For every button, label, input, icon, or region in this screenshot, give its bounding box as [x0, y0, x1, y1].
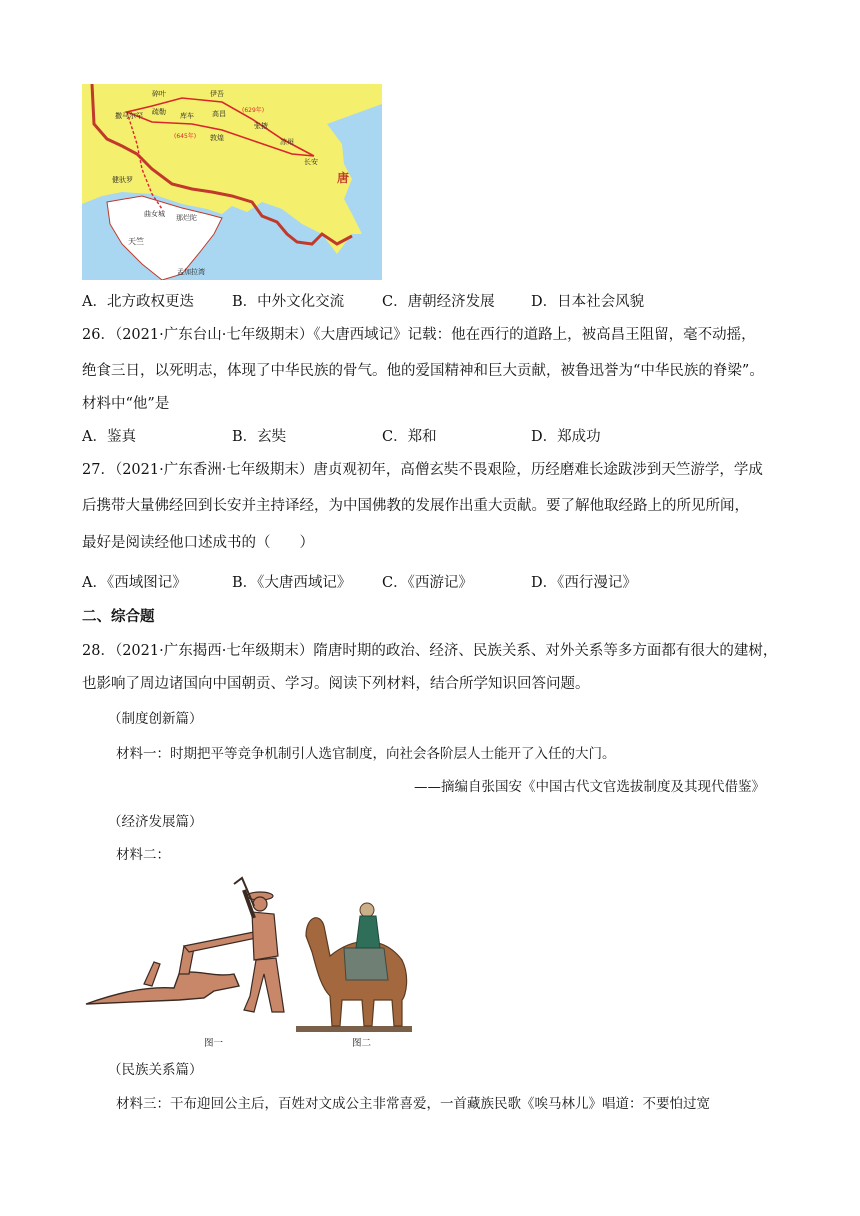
- map-label: 那烂陀: [176, 214, 197, 222]
- material-two-figures: [84, 876, 414, 1048]
- q26-option-d: D．郑成功: [531, 429, 601, 445]
- q25-option-b: B．中外文化交流: [232, 294, 345, 310]
- map-label: 长安: [304, 158, 318, 166]
- camel-figure: [296, 903, 412, 1032]
- map-label: (629年): [242, 107, 265, 114]
- q25-option-d: D．日本社会风貌: [531, 294, 645, 310]
- q28-line: 也影响了周边诸国向中国朝贡、学习。阅读下列材料，结合所学知识回答问题。: [82, 676, 590, 692]
- q26-option-a: A．鉴真: [82, 429, 136, 445]
- q27-option-a: A．《西域图记》: [82, 575, 187, 591]
- q27-option-b: B．《大唐西域记》: [232, 575, 352, 591]
- q27-line: 27．（2021·广东香洲·七年级期末）唐贞观初年，高僧玄奘不畏艰险，历经磨难长途跋涉到天竺游学，学成: [82, 462, 763, 478]
- q27-line: 后携带大量佛经回到长安并主持译经，为中国佛教的发展作出重大贡献。要了解他取经路上的所见所闻，: [82, 498, 749, 514]
- q28-part-heading: （制度创新篇）: [108, 711, 203, 727]
- map-label: (645年): [174, 133, 197, 140]
- q27-option-d: D．《西行漫记》: [531, 575, 637, 591]
- q28-material-one: 材料一：时期把平等竞争机制引人选官制度，向社会各阶层人士能开了入任的大门。: [116, 746, 616, 762]
- q26-line: 材料中“他”是: [82, 396, 170, 412]
- figure-caption-one: 图一: [204, 1038, 224, 1048]
- q26-option-c: C．郑和: [382, 429, 437, 445]
- map-label: 敦煌: [210, 134, 224, 142]
- q27-line: 最好是阅读经他口述成书的（ ）: [82, 535, 314, 551]
- q28-line: 28．（2021·广东揭西·七年级期末）隋唐时期的政治、经济、民族关系、对外关系等多方面都有很大的建树，: [82, 643, 778, 659]
- q25-option-c: C．唐朝经济发展: [382, 294, 495, 310]
- q28-material-two: 材料二：: [116, 847, 170, 863]
- map-label: 伊吾: [210, 90, 224, 98]
- map-label: 健驮罗: [112, 176, 133, 184]
- map-label: 天竺: [128, 237, 144, 246]
- map-label: 疏勒: [152, 108, 166, 116]
- map-label: 碎叶: [152, 90, 166, 98]
- map-label: 曲女城: [144, 210, 165, 218]
- figure-caption-two: 图二: [352, 1038, 372, 1048]
- map-label: 库车: [180, 112, 194, 120]
- q26-line: 26．（2021·广东台山·七年级期末）《大唐西域记》记载：他在西行的道路上，被高昌王阻留，毫不动摇，: [82, 327, 756, 343]
- map-label: 孟加拉湾: [177, 268, 205, 276]
- map-label-tang: 唐: [337, 171, 350, 185]
- map-label: 撒马尔罕: [115, 112, 143, 120]
- q26-option-b: B．玄奘: [232, 429, 287, 445]
- map-label: 张掖: [254, 122, 268, 130]
- section-title: 二、综合题: [82, 608, 155, 625]
- tang-map-image: [82, 84, 382, 280]
- q28-part-heading: （民族关系篇）: [108, 1062, 203, 1078]
- q28-source: ——摘编自张国安《中国古代文官选拔制度及其现代借鉴》: [414, 779, 765, 795]
- q26-line: 绝食三日，以死明志，体现了中华民族的骨气。他的爱国精神和巨大贡献，被鲁迅誉为“中华民族的脊梁”。: [82, 363, 764, 379]
- q28-material-three: 材料三：干布迎回公主后，百姓对文成公主非常喜爱，一首藏族民歌《唉马林儿》唱道：不要怕过宽: [116, 1096, 710, 1112]
- q27-option-c: C．《西游记》: [382, 575, 473, 591]
- map-label: 高昌: [212, 110, 226, 118]
- plough-figure: [86, 878, 284, 1012]
- map-label: 凉州: [280, 138, 294, 146]
- q28-part-heading: （经济发展篇）: [108, 814, 203, 830]
- q25-option-a: A．北方政权更迭: [82, 294, 194, 310]
